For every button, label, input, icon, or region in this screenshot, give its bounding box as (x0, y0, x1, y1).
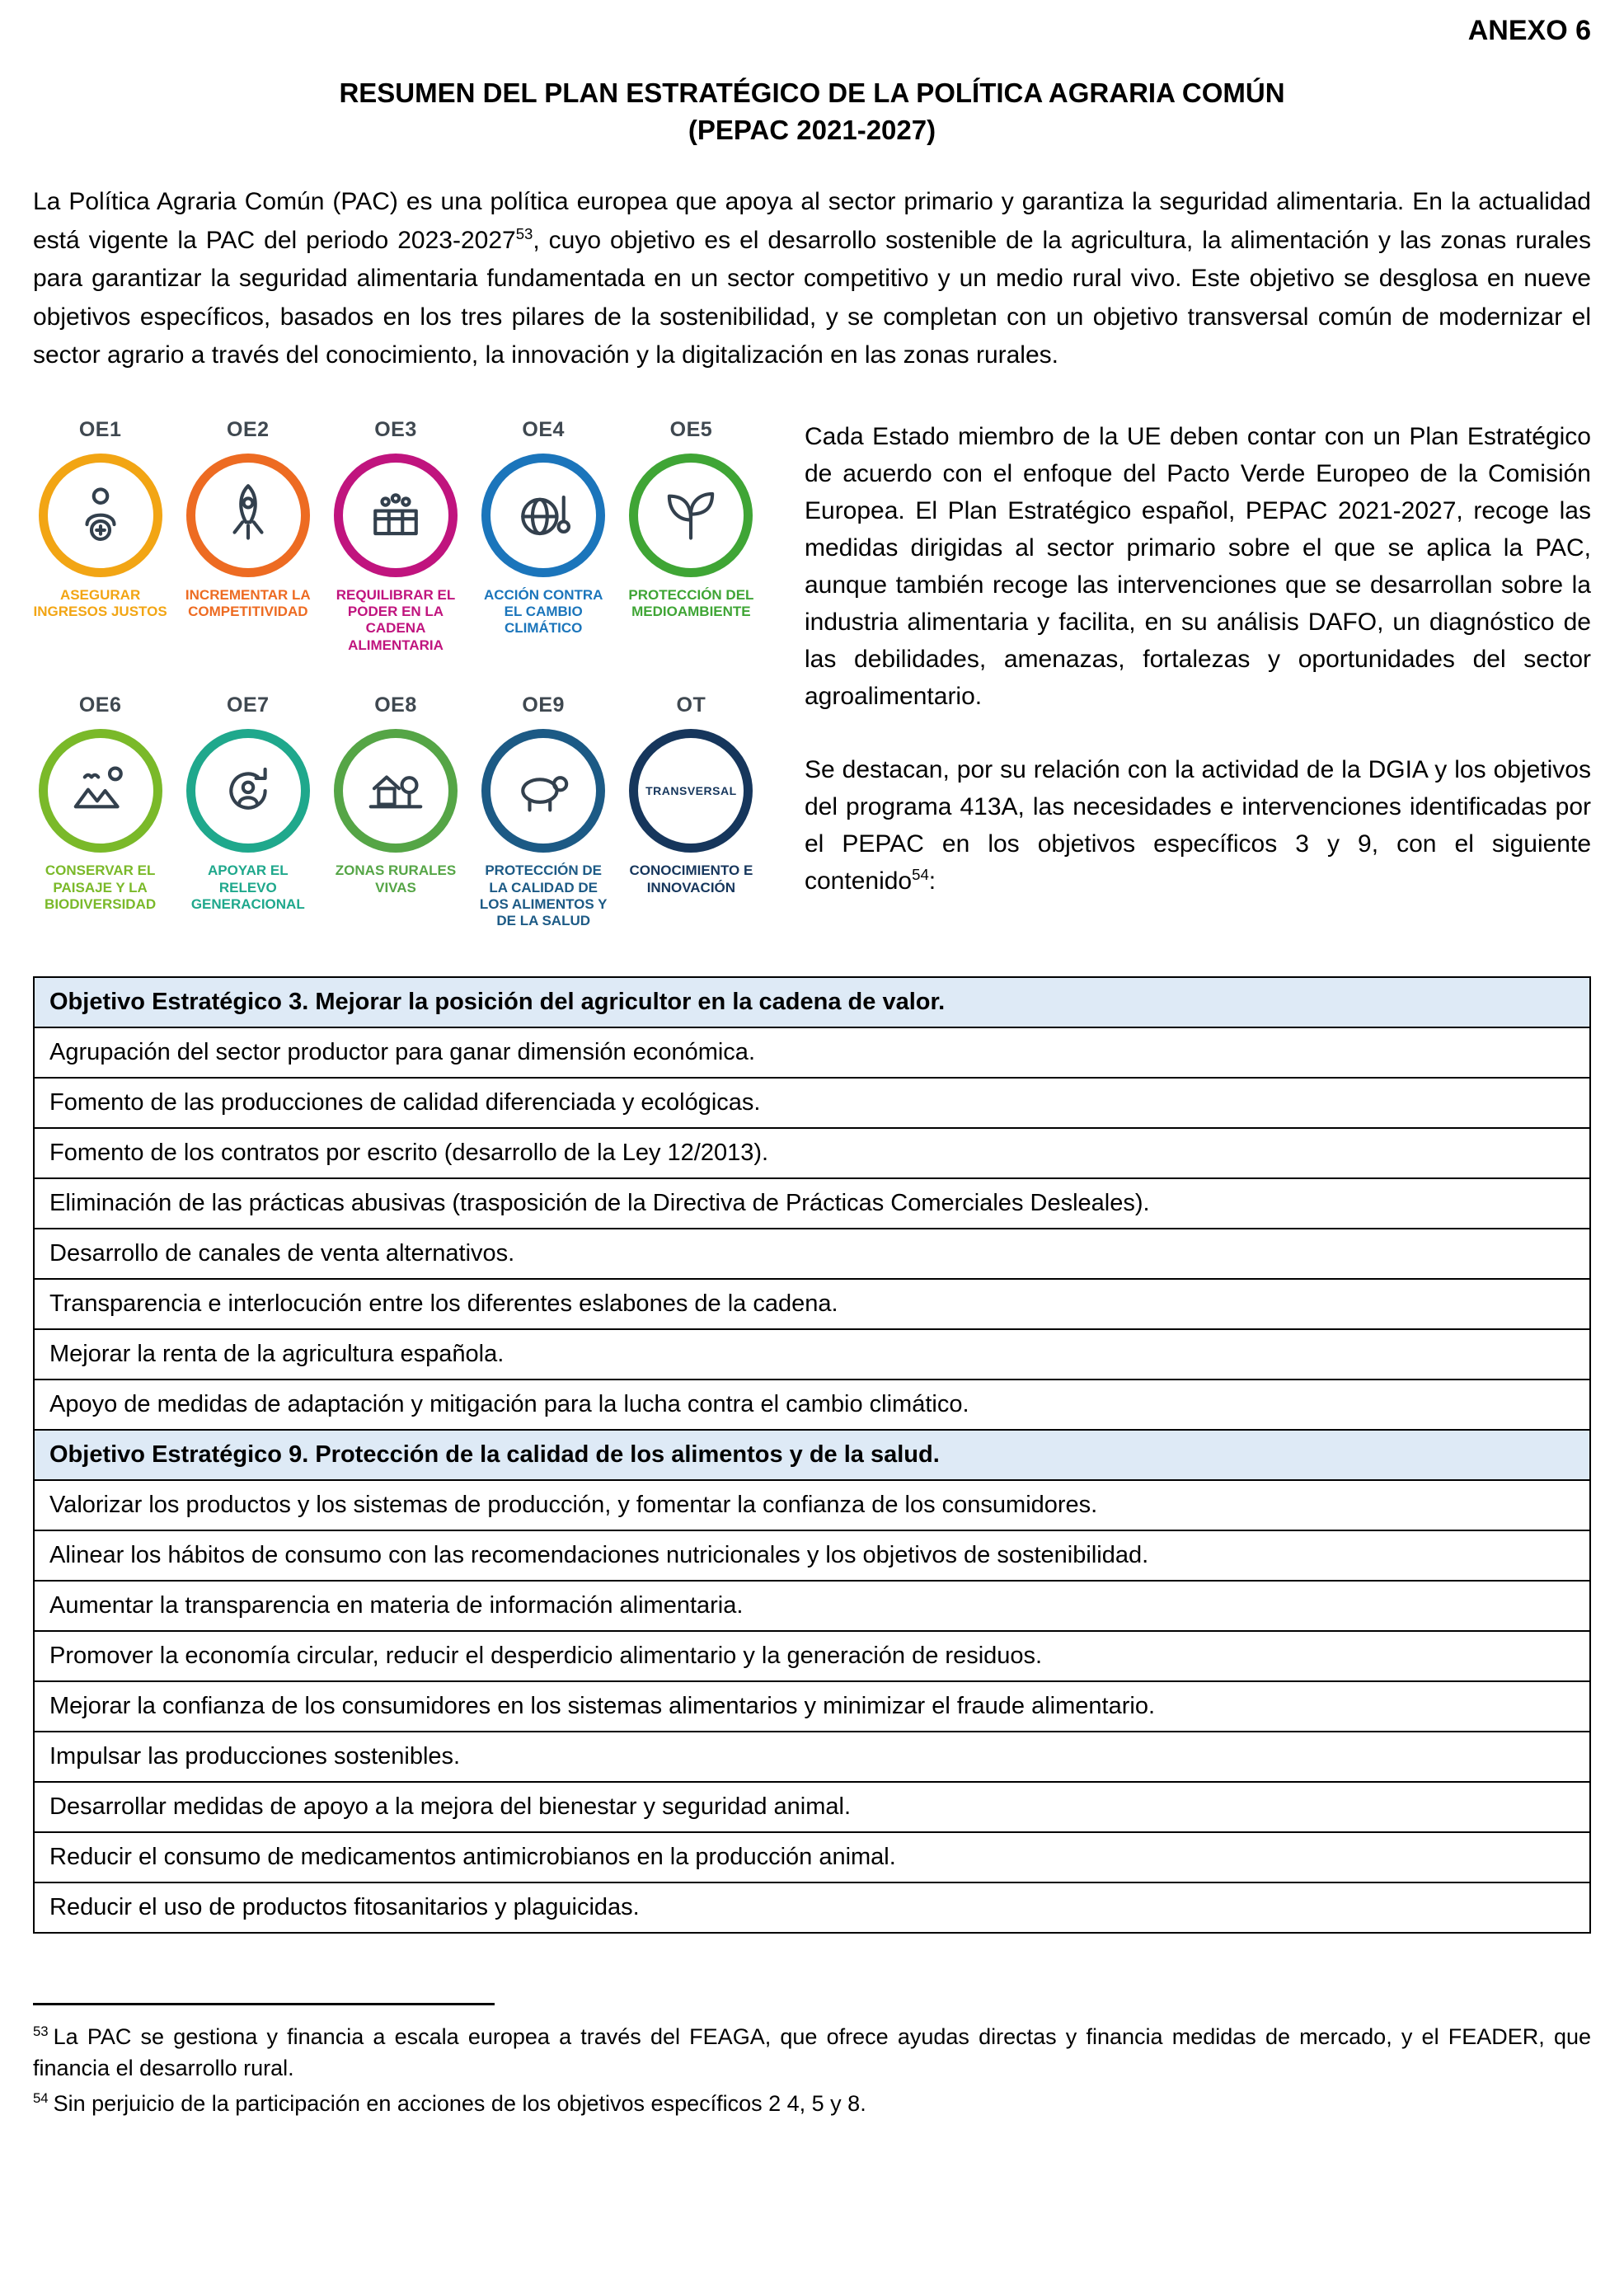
objective-label: PROTECCIÓN DE LA CALIDAD DE LOS ALIMENTOS Y DE LA SALUD (479, 862, 608, 929)
objective-item (33, 418, 167, 621)
objective-inner-text: TRANSVERSAL (645, 784, 737, 798)
page-title-line1: RESUMEN DEL PLAN ESTRATÉGICO DE LA POLÍTICA AGRARIA COMÚN (339, 78, 1285, 108)
objective-label: REQUILIBRAR EL PODER EN LA CADENA ALIMENTARIA (336, 586, 456, 653)
page-title (153, 75, 1471, 148)
table-row: Reducir el uso de productos fitosanitarios y plaguicidas. (35, 1882, 1589, 1932)
footnote-ref-54: 54 (912, 865, 929, 883)
objective-icon (481, 454, 605, 577)
objective-icon (334, 729, 458, 853)
table-row: Mejorar la renta de la agricultura española. (35, 1328, 1589, 1379)
table-row: Mejorar la confianza de los consumidores en los sistemas alimentarios y minimizar el fraude alimentario. (35, 1680, 1589, 1731)
footnote-marker-53: 53 (33, 2023, 49, 2039)
objective-label: INCREMENTAR LA COMPETITIVIDAD (185, 586, 311, 619)
objective-item (33, 693, 167, 913)
table-row: Desarrollar medidas de apoyo a la mejora del bienestar y seguridad animal. (35, 1781, 1589, 1831)
footnotes-section (33, 2003, 1591, 2120)
table-row: Promover la economía circular, reducir el desperdicio alimentario y la generación de residuos. (35, 1630, 1589, 1680)
right-paragraph-2 (805, 751, 1591, 900)
objective-icon (39, 454, 162, 577)
middle-section (33, 418, 1591, 930)
objective-label: ACCIÓN CONTRA EL CAMBIO CLIMÁTICO (483, 586, 603, 637)
intro-text-after: , cuyo objetivo es el desarrollo sostenible de la agricultura, la alimentación y las zonas rurales para garantizar la seguridad alimentaria fundamentada en un sector competitivo y un medio rural vivo. Este objetivo se desglosa en nueve objetivos específicos, basados en los tres pilares de la sostenibilidad, y se completan con un objetivo transversal común de modernizar el sector agrario a través del conocimiento, la innovación y la digitalización en las zonas rurales. (33, 226, 1591, 369)
footnote-ref-53: 53 (515, 224, 533, 242)
table-row: Fomento de los contratos por escrito (desarrollo de la Ley 12/2013). (35, 1127, 1589, 1177)
objective-item (476, 418, 611, 637)
intro-paragraph (33, 183, 1591, 375)
objective-label: CONOCIMIENTO E INNOVACIÓN (629, 862, 753, 895)
objective-item (181, 418, 315, 621)
table-row: Desarrollo de canales de venta alternativos. (35, 1228, 1589, 1278)
objective-icon (334, 454, 458, 577)
strategic-objectives-column (33, 418, 758, 930)
table-row: Fomento de las producciones de calidad diferenciada y ecológicas. (35, 1077, 1589, 1127)
objective-code: OE9 (522, 693, 565, 717)
table-row: Alinear los hábitos de consumo con las recomendaciones nutricionales y los objetivos de sostenibilidad. (35, 1530, 1589, 1580)
objective-code: OE7 (227, 693, 270, 717)
objective-label: ZONAS RURALES VIVAS (335, 862, 457, 895)
table-section-header-oe9: Objetivo Estratégico 9. Protección de la calidad de los alimentos y de la salud. (35, 1429, 1589, 1479)
table-row: Reducir el consumo de medicamentos antimicrobianos en la producción animal. (35, 1831, 1589, 1882)
objective-item (328, 418, 462, 655)
page-title-line2: (PEPAC 2021-2027) (688, 114, 936, 145)
table-row: Valorizar los productos y los sistemas de producción, y fomentar la confianza de los consumidores. (35, 1479, 1589, 1530)
footnote-divider (33, 2003, 495, 2005)
table-row: Agrupación del sector productor para ganar dimensión económica. (35, 1027, 1589, 1077)
objective-label: CONSERVAR EL PAISAJE Y LA BIODIVERSIDAD (45, 862, 157, 912)
footnote-item-53 (33, 2022, 1591, 2085)
table-row: Impulsar las producciones sostenibles. (35, 1731, 1589, 1781)
table-section-header-oe3: Objetivo Estratégico 3. Mejorar la posición del agricultor en la cadena de valor. (35, 978, 1589, 1027)
right-paragraph-2-before: Se destacan, por su relación con la actividad de la DGIA y los objetivos del programa 413A, las necesidades e intervenciones identificadas por el PEPAC en los objetivos específicos 3 y 9, con el siguiente contenido (805, 755, 1591, 895)
objective-code: OE4 (522, 417, 565, 441)
table-row: Transparencia e interlocución entre los diferentes eslabones de la cadena. (35, 1278, 1589, 1328)
right-text-column (805, 418, 1591, 930)
objective-code: OT (676, 693, 706, 717)
objective-item (328, 693, 462, 896)
objective-icon (481, 729, 605, 853)
objective-code: OE3 (374, 417, 417, 441)
objective-icon (629, 454, 753, 577)
table-section-oe3-rows (35, 1027, 1589, 1429)
objectives-table (33, 976, 1591, 1934)
footnote-item-54 (33, 2089, 1591, 2120)
objective-code: OE8 (374, 693, 417, 717)
annex-label: ANEXO 6 (1467, 15, 1591, 46)
objective-item (624, 418, 758, 621)
objective-item (476, 693, 611, 930)
table-row: Apoyo de medidas de adaptación y mitigación para la lucha contra el cambio climático. (35, 1379, 1589, 1429)
footnote-text-53: La PAC se gestiona y financia a escala europea a través del FEAGA, que ofrece ayudas directas y financia medidas de mercado, y el FEADER, que financia el desarrollo rural. (33, 2023, 1591, 2080)
objective-icon (186, 729, 310, 853)
objective-label: APOYAR EL RELEVO GENERACIONAL (190, 862, 305, 912)
objective-icon (186, 454, 310, 577)
objective-label: PROTECCIÓN DEL MEDIOAMBIENTE (628, 586, 754, 619)
objective-item (624, 693, 758, 896)
objective-code: OE5 (669, 417, 713, 441)
table-row: Eliminación de las prácticas abusivas (trasposición de la Directiva de Prácticas Comerciales Desleales). (35, 1177, 1589, 1228)
table-section-oe9-rows (35, 1479, 1589, 1932)
objective-code: OE2 (227, 417, 270, 441)
objective-item (181, 693, 315, 913)
footnote-marker-54: 54 (33, 2090, 49, 2107)
strategic-objectives-grid (33, 418, 758, 930)
objective-code: OE1 (78, 417, 122, 441)
objective-label: ASEGURAR INGRESOS JUSTOS (33, 586, 167, 619)
objective-code: OE6 (78, 693, 122, 717)
footnote-text-54: Sin perjuicio de la participación en acciones de los objetivos específicos 2 4, 5 y 8. (53, 2091, 866, 2117)
objective-icon (629, 729, 753, 853)
objective-icon (39, 729, 162, 853)
table-row: Aumentar la transparencia en materia de información alimentaria. (35, 1580, 1589, 1630)
right-paragraph-1: Cada Estado miembro de la UE deben contar con un Plan Estratégico de acuerdo con el enfoque del Pacto Verde Europeo de la Comisión Europea. El Plan Estratégico español, PEPAC 2021-2027, recoge las medidas dirigidas al sector primario sobre el que se aplica la PAC, aunque también recoge las intervenciones que se desarrollan sobre la industria alimentaria y facilita, en su análisis DAFO, un diagnóstico de las debilidades, amenazas, fortalezas y oportunidades del sector agroalimentario. (805, 422, 1591, 710)
right-paragraph-2-after: : (928, 867, 936, 895)
intro-text-before: La Política Agraria Común (PAC) es una política europea que apoya al sector primario y garantiza la seguridad alimentaria. En la actualidad está vigente la PAC del periodo 2023-2027 (33, 188, 1591, 254)
